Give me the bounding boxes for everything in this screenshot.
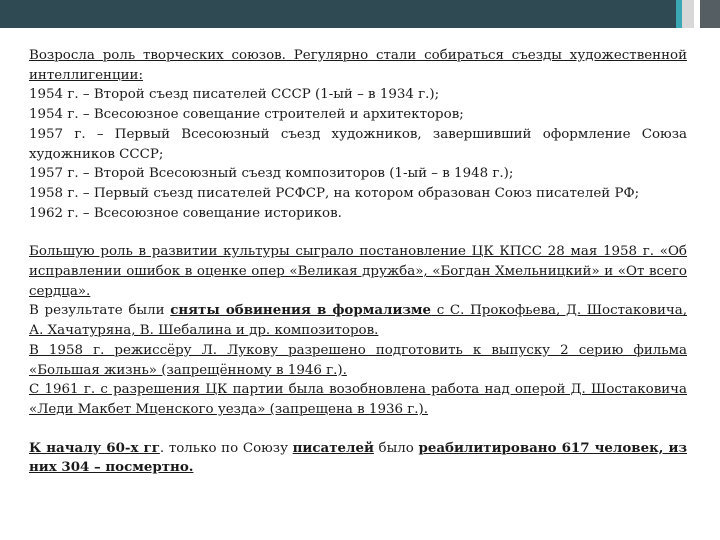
creative-unions-text: Возросла роль творческих союзов. Регулярно стали собираться съезды художественной интеллигенции: — [29, 48, 687, 83]
paragraph-rehabilitation — [29, 439, 687, 478]
slide-content — [29, 46, 687, 478]
rehab-mid1: . только по Союзу — [159, 440, 293, 456]
list-item: 1957 г. – Первый Всесоюзный съезд художников, завершивший оформление Союза художников СССР; — [29, 126, 687, 162]
paragraph-spacer — [29, 420, 687, 439]
rehab-writers: писателей — [292, 439, 374, 456]
rehab-mid2: было — [373, 440, 419, 456]
top-bar-grey-segment — [700, 0, 720, 28]
paragraph-film-permission — [29, 341, 687, 380]
paragraph-spacer — [29, 223, 687, 242]
rehab-lead: К началу 60-х гг — [29, 439, 160, 456]
list-item: 1962 г. – Всесоюзное совещание историков. — [29, 205, 342, 221]
opera-resumed-text: С 1961 г. с разрешения ЦК партии была возобновлена работа над оперой Д. Шостаковича «Леди Макбет Мценского уезда» (запрещена в 1936 г.). — [29, 382, 687, 417]
top-bar-dark-segment — [0, 0, 676, 28]
list-item: 1954 г. – Всесоюзное совещание строителей и архитекторов; — [29, 107, 464, 123]
accusations-suffix: с С. Прокофьева, Д. Шостаковича, А. Хачатуряна, В. Шебалина и др. композиторов. — [29, 303, 687, 339]
list-item: 1958 г. – Первый съезд писателей РСФСР, на котором образован Союз писателей РФ; — [29, 185, 640, 201]
paragraph-opera-resumed — [29, 380, 687, 419]
resolution-text: Большую роль в развитии культуры сыграло постановление ЦК КПСС 28 мая 1958 г. «Об исправлении ошибок в оценке опер «Великая дружба», «Богдан Хмельницкий» и «От всего сердца». — [29, 244, 687, 299]
accusations-prefix: В результате были — [29, 303, 171, 319]
film-permission-text: В 1958 г. режиссёру Л. Лукову разрешено подготовить к выпуску 2 серию фильма «Большая жизнь» (запрещённому в 1946 г.). — [29, 342, 687, 378]
rehab-count: реабилитировано 617 человек, из них 304 – посмертно. — [29, 439, 687, 476]
list-item: 1954 г. – Второй съезд писателей СССР (1-ый – в 1934 г.); — [29, 87, 440, 103]
paragraph-creative-unions — [29, 46, 687, 85]
top-bar-light-segment — [682, 0, 694, 28]
slide-top-bar — [0, 0, 720, 28]
paragraph-accusations-removed — [29, 301, 687, 340]
paragraph-resolution — [29, 242, 687, 301]
list-item: 1957 г. – Второй Всесоюзный съезд композиторов (1-ый – в 1948 г.); — [29, 166, 514, 182]
accusations-bold: сняты обвинения в формализме — [170, 302, 432, 319]
